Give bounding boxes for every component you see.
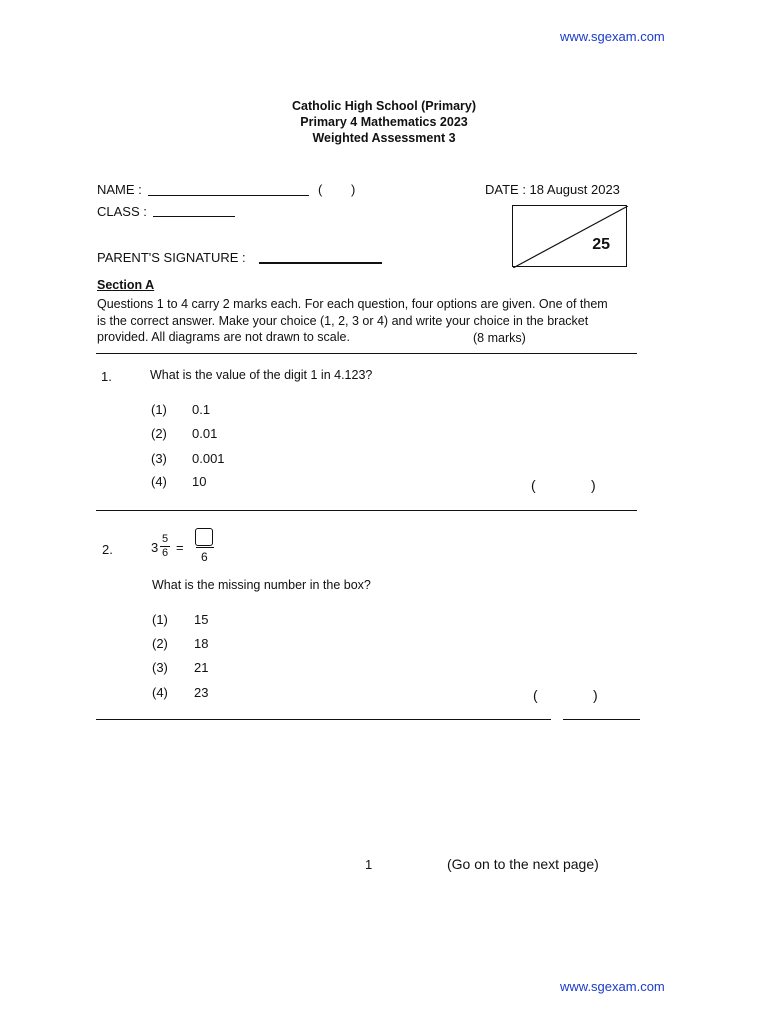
watermark-link-bottom[interactable]: www.sgexam.com (560, 979, 665, 994)
question-1-number: 1. (101, 369, 112, 384)
q2-mixed-fraction (160, 534, 170, 559)
question-2-divider (96, 719, 551, 720)
q2-denominator: 6 (161, 547, 169, 559)
q1-option-3-number: (3) (151, 451, 167, 466)
q1-option-4-value: 10 (192, 474, 207, 489)
school-name: Catholic High School (Primary) (291, 99, 477, 113)
q1-answer-bracket-open[interactable]: ( (531, 477, 536, 493)
q2-answer-bracket-close[interactable]: ) (593, 687, 598, 703)
q1-option-4-number: (4) (151, 474, 167, 489)
q2-whole-number: 3 (151, 540, 159, 555)
name-field[interactable] (148, 195, 309, 196)
question-2-text: What is the missing number in the box? (152, 578, 371, 592)
parent-signature-label: PARENT'S SIGNATURE : (97, 250, 246, 265)
q1-option-1-value: 0.1 (192, 402, 211, 417)
q2-result-denominator: 6 (201, 550, 208, 564)
instruction-line-3: provided. All diagrams are not drawn to scale. (97, 330, 350, 344)
q2-result-fraction-bar (196, 547, 214, 548)
q2-option-4-value: 23 (194, 685, 209, 700)
class-field[interactable] (153, 216, 235, 217)
q2-option-1-value: 15 (194, 612, 209, 627)
q2-option-2-number: (2) (152, 636, 168, 651)
assessment-title: Weighted Assessment 3 (312, 131, 456, 145)
q1-option-1-number: (1) (151, 402, 167, 417)
section-divider (96, 353, 637, 354)
q2-equals-sign: = (176, 540, 184, 555)
index-bracket-open: ( (318, 182, 323, 197)
q2-option-3-value: 21 (194, 660, 209, 675)
index-bracket-close: ) (351, 182, 356, 197)
score-box-diagonal (513, 206, 628, 268)
question-2-number: 2. (102, 542, 113, 557)
page-number: 1 (365, 857, 373, 872)
section-a-title: Section A (97, 278, 155, 292)
q2-answer-bracket-open[interactable]: ( (533, 687, 538, 703)
q2-numerator: 5 (161, 533, 169, 545)
instruction-line-1: Questions 1 to 4 carry 2 marks each. For each question, four options are given. One of them (97, 297, 608, 311)
subject-title: Primary 4 Mathematics 2023 (300, 115, 468, 129)
date-label: DATE : 18 August 2023 (485, 182, 620, 197)
parent-signature-field[interactable] (259, 262, 382, 264)
q1-option-2-number: (2) (151, 426, 167, 441)
q2-option-1-number: (1) (152, 612, 168, 627)
question-1-text: What is the value of the digit 1 in 4.123? (150, 368, 373, 382)
total-marks: 25 (592, 236, 610, 253)
score-box (512, 205, 627, 267)
section-marks: (8 marks) (473, 331, 526, 345)
q1-option-2-value: 0.01 (192, 426, 218, 441)
q2-option-4-number: (4) (152, 685, 168, 700)
class-label: CLASS : (97, 204, 147, 219)
q1-option-3-value: 0.001 (192, 451, 225, 466)
q2-option-3-number: (3) (152, 660, 168, 675)
q1-answer-bracket-close[interactable]: ) (591, 477, 596, 493)
instruction-line-2: is the correct answer. Make your choice (1, 2, 3 or 4) and write your choice in the bracket (97, 314, 589, 328)
question-2-divider-right (563, 719, 640, 720)
name-label: NAME : (97, 182, 142, 197)
watermark-link-top[interactable]: www.sgexam.com (560, 29, 665, 44)
next-page-note: (Go on to the next page) (447, 856, 599, 872)
question-1-divider (96, 510, 637, 511)
q2-option-2-value: 18 (194, 636, 209, 651)
q2-missing-number-box[interactable] (195, 528, 213, 546)
